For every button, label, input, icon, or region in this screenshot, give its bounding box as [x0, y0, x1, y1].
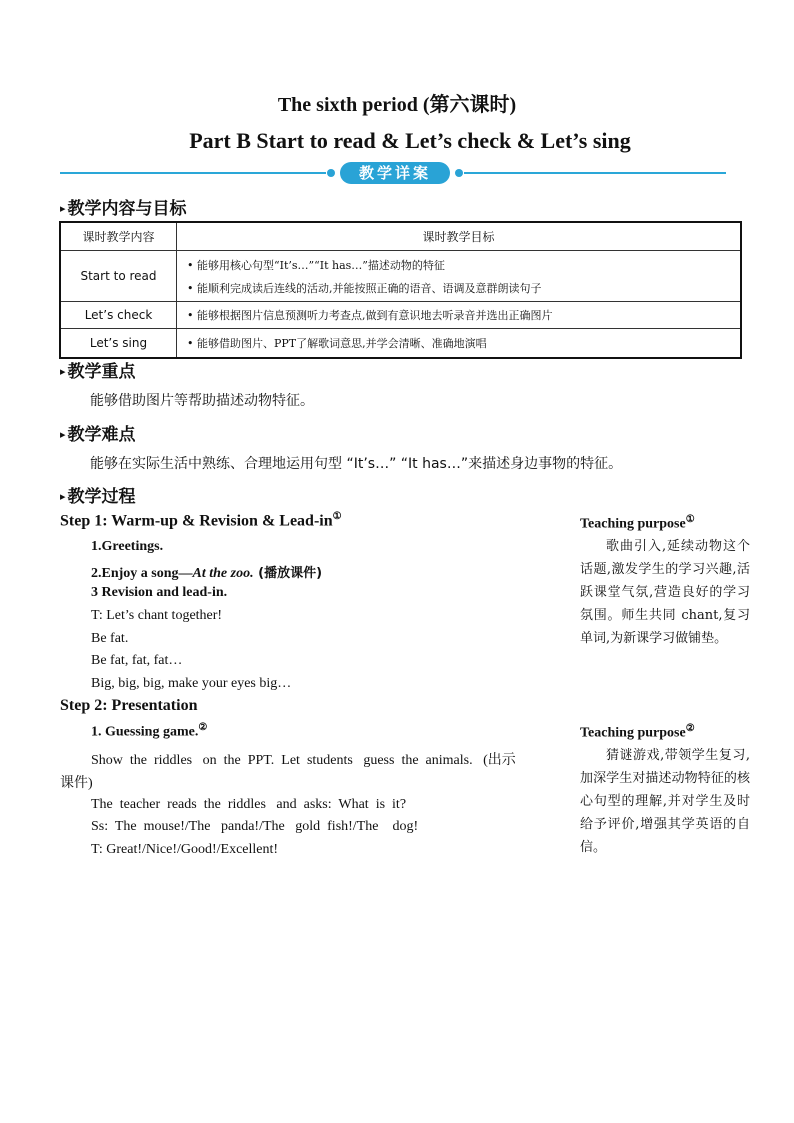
section-heading-key-points: ▸ 教学重点: [60, 357, 136, 382]
teaching-purpose-heading: [580, 723, 695, 742]
section-heading-content-goals: ▸ 教学内容与目标: [60, 194, 187, 219]
step1-title: [60, 511, 342, 530]
step2-line: T: Great!/Nice!/Good!/Excellent!: [91, 842, 279, 857]
table-row: [60, 329, 741, 359]
step1-title-text: Step 1: Warm-up & Revision & Lead-in: [60, 512, 333, 530]
footnote-mark: ①: [332, 511, 342, 522]
step1-line: Big, big, big, make your eyes big…: [91, 676, 292, 691]
banner-text: 教学详案: [358, 164, 431, 182]
footnote-mark: ②: [685, 723, 695, 734]
teaching-purpose-text: 歌曲引入,延续动物这个话题,激发学生的学习兴趣,活跃课堂气氛,营造良好的学习氛围。师生共同 chant,复习单词,为新课学习做铺垫。: [580, 539, 750, 646]
table-header-cell: 课时教学内容: [60, 222, 177, 251]
table-cell-goals: [177, 302, 742, 329]
step2-guessing-game: [91, 722, 207, 741]
table-cell-content: Let’s check: [60, 302, 177, 329]
section-heading-process: ▸ 教学过程: [60, 482, 136, 507]
step2-show-line: Show the riddles on the PPT. Let students guess the animals. (出示: [91, 753, 516, 768]
banner-dot-icon: [326, 168, 336, 178]
section-banner: [326, 162, 464, 184]
step1-greetings: 1.Greetings.: [91, 539, 164, 554]
table-cell-goals: [177, 329, 742, 359]
table-header-row: [60, 222, 741, 251]
page-title: The sixth period (第六课时): [277, 94, 517, 116]
goal-item: • 能顺利完成读后连线的活动,并能按照正确的语音、语调及意群朗读句子: [187, 281, 542, 295]
step1-line: Be fat.: [91, 631, 129, 646]
step2-line: The teacher reads the riddles and asks: What is it?: [91, 797, 407, 812]
enjoy-prefix: 2.Enjoy a song—: [91, 566, 193, 581]
footnote-mark: ②: [198, 722, 208, 733]
table-row: [60, 251, 741, 302]
step2-line: Ss: The mouse!/The panda!/The gold fish!/The dog!: [91, 819, 419, 834]
table-cell-content: Start to read: [60, 251, 177, 302]
step1-line: Be fat, fat, fat…: [91, 653, 183, 668]
step1-line: T: Let’s chant together!: [91, 608, 223, 623]
key-points-text: 能够借助图片等帮助描述动物特征。: [90, 393, 314, 409]
footnote-mark: ①: [685, 514, 695, 525]
table-row: [60, 302, 741, 329]
table-cell-content: Let’s sing: [60, 329, 177, 359]
banner-rule-left: [60, 172, 326, 174]
purpose-heading-text: Teaching purpose: [580, 516, 686, 532]
section-heading-difficulties: ▸ 教学难点: [60, 420, 136, 445]
step2-title: Step 2: Presentation: [60, 697, 198, 714]
step2-show-line: 课件): [60, 776, 93, 791]
goal-item: • 能够用核心句型“It’s…”“It has…”描述动物的特征: [187, 258, 445, 272]
goal-item: • 能够根据图片信息预测听力考查点,做到有意识地去听录音并选出正确图片: [187, 309, 553, 322]
banner-dot-icon: [454, 168, 464, 178]
banner-rule-right: [464, 172, 726, 174]
objectives-table: [59, 221, 742, 359]
song-title: At the zoo.: [192, 566, 254, 581]
table-cell-goals: [177, 251, 742, 302]
teaching-purpose-heading: [580, 514, 695, 533]
page-subtitle: Part B Start to read & Let’s check & Let’s sing: [189, 128, 631, 153]
guess-text: 1. Guessing game.: [91, 724, 199, 740]
step1-revision: 3 Revision and lead-in.: [91, 585, 228, 600]
enjoy-suffix: (播放课件): [253, 566, 323, 581]
goal-item: • 能够借助图片、PPT了解歌词意思,并学会清晰、准确地演唱: [187, 337, 487, 350]
difficulties-text: 能够在实际生活中熟练、合理地运用句型 “It’s…” “It has…”来描述身边事物的特征。: [90, 456, 623, 472]
teaching-purpose-text: 猜谜游戏,带领学生复习,加深学生对描述动物特征的核心句型的理解,并对学生及时给予评价,增强其学英语的自信。: [580, 748, 750, 855]
table-header-cell: 课时教学目标: [177, 222, 742, 251]
step1-enjoy-song: [91, 562, 322, 582]
purpose-heading-text: Teaching purpose: [580, 725, 686, 741]
